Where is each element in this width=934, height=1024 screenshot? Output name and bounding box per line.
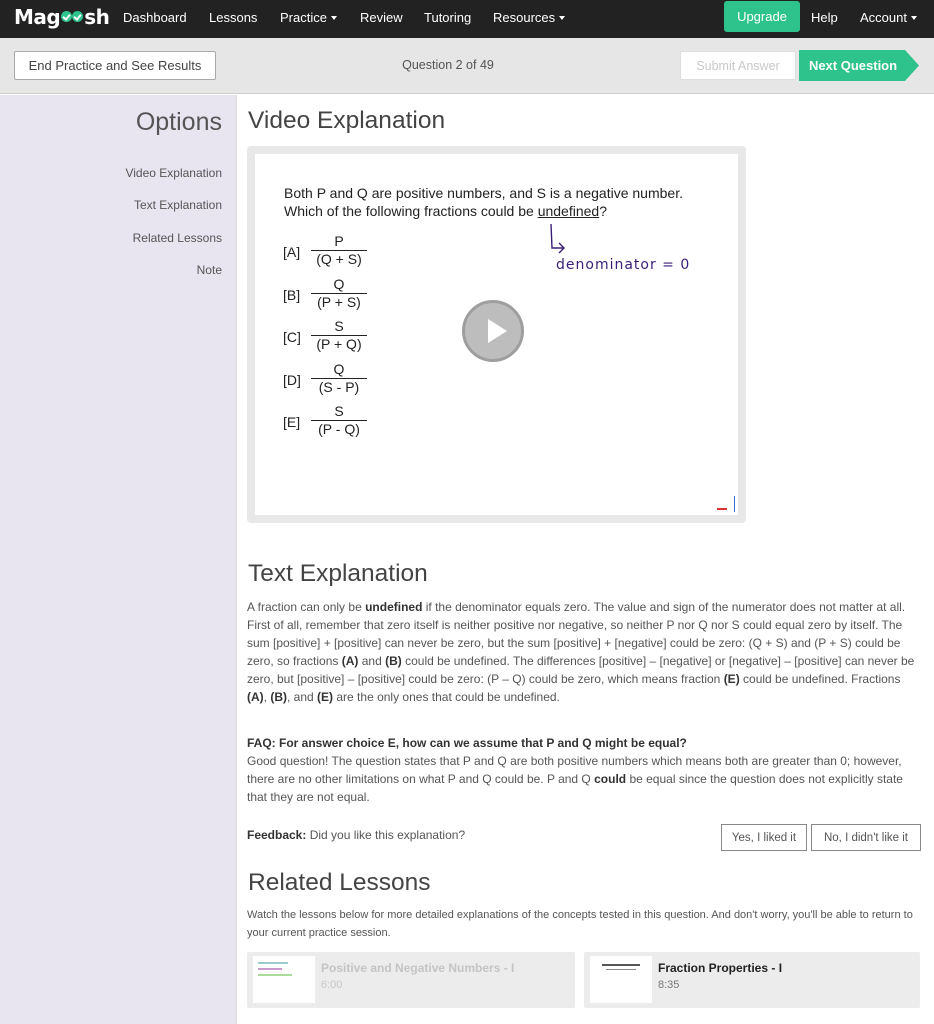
lesson-title: Fraction Properties - I [658, 961, 783, 975]
video-frame [255, 154, 738, 515]
choice-e-fraction: $\frac{S}{(P - Q)}$ [311, 403, 367, 438]
nav-lessons[interactable]: Lessons [209, 10, 258, 25]
related-lessons-intro: Watch the lessons below for more detailed explanations of the concepts tested in this question. And don't worry, you'll be able to return to your current practice session. [247, 909, 913, 939]
feedback-prompt: Feedback: Did you like this explanation? [247, 828, 466, 842]
video-player[interactable] [247, 146, 746, 523]
faq-block [247, 734, 919, 806]
choice-b-label: [B] [283, 287, 301, 303]
nav-practice[interactable]: Practice [280, 10, 337, 25]
red-pen-mark [717, 508, 727, 510]
submit-answer-button[interactable]: Submit Answer [680, 51, 796, 80]
handwritten-arrow-icon [547, 222, 567, 256]
choice-c-label: [C] [283, 329, 301, 345]
video-question-text: Both P and Q are positive numbers, and S is a negative number. Which of the following fractions could be undefined? [284, 185, 683, 219]
lesson-thumbnail [253, 956, 315, 1003]
lesson-duration: 6:00 [321, 979, 343, 991]
next-question-button[interactable] [799, 50, 919, 81]
faq-answer: Good question! The question states that P and Q are both positive numbers which means both are greater than 0; however, there are no other limitations on what P and Q could be. P and Q could be equal since the question does not explicitly state that they are not equal. [247, 754, 903, 804]
nav-tutoring[interactable]: Tutoring [424, 10, 472, 25]
end-practice-button[interactable]: End Practice and See Results [14, 51, 216, 80]
play-icon[interactable] [462, 300, 524, 362]
related-lesson-card[interactable] [584, 952, 920, 1008]
magoosh-logo[interactable] [14, 5, 109, 29]
nav-account[interactable]: Account [860, 10, 917, 25]
main-content [236, 95, 934, 1024]
next-question-label: Next Question [808, 58, 898, 73]
faq-question: FAQ: For answer choice E, how can we assume that P and Q might be equal? [247, 736, 687, 750]
choice-b-fraction: $\frac{Q}{(P + S)}$ [311, 276, 367, 311]
options-sidebar [0, 95, 236, 1024]
related-lessons-heading: Related Lessons [248, 869, 431, 896]
top-navbar [0, 0, 934, 38]
related-lesson-card[interactable] [247, 952, 575, 1008]
chevron-down-icon [559, 16, 565, 20]
chevron-down-icon [911, 16, 917, 20]
chevron-down-icon [331, 16, 337, 20]
lesson-title: Positive and Negative Numbers - I [321, 961, 515, 975]
logo-text-left: Mag [14, 5, 61, 29]
nav-review[interactable]: Review [360, 10, 403, 25]
lesson-duration: 8:35 [658, 979, 680, 991]
feedback-no-button[interactable]: No, I didn't like it [811, 824, 921, 851]
text-explanation-body: A fraction can only be undefined if the denominator equals zero. The value and sign of the numerator does not matter at all. First of all, remember that zero itself is neither positive nor negative, so neither P nor Q nor S could equal zero by itself. The sum [positive] + [positive] can never be zero, but the sum [positive] + [negative] could be zero: (Q + S) and (P + S) could be zero, so fractions (A) and (B) could be undefined. The differences [positive] – [negative] or [negative] – [positive] can never be zero, but [positive] – [positive] could be zero: (P – Q) could be zero, which means fraction (E) could be undefined. Fractions (A), (B), and (E) are the only ones that could be undefined. [247, 600, 915, 704]
choice-e-label: [E] [283, 414, 301, 430]
owl-eyes-icon [61, 10, 83, 24]
choice-a-fraction: $\frac{P}{(Q + S)}$ [311, 233, 367, 268]
feedback-yes-button[interactable]: Yes, I liked it [721, 824, 807, 851]
nav-resources[interactable]: Resources [493, 10, 565, 25]
sidebar-item-related-lessons[interactable]: Related Lessons [132, 231, 222, 245]
sidebar-title: Options [135, 108, 222, 136]
choice-a-label: [A] [283, 244, 301, 260]
choice-d-fraction: $\frac{Q}{(S - P)}$ [311, 361, 367, 396]
video-cursor [734, 496, 735, 512]
upgrade-button[interactable]: Upgrade [724, 1, 800, 32]
nav-help[interactable]: Help [811, 10, 838, 25]
text-explanation-heading: Text Explanation [248, 560, 428, 587]
choice-d-label: [D] [283, 372, 301, 388]
handwritten-note: denominator = 0 [556, 257, 691, 273]
video-explanation-heading: Video Explanation [248, 107, 446, 134]
practice-toolbar [0, 38, 934, 94]
sidebar-item-note[interactable]: Note [196, 263, 222, 277]
nav-dashboard[interactable]: Dashboard [123, 10, 187, 25]
question-counter: Question 2 of 49 [402, 58, 494, 72]
lesson-thumbnail [590, 956, 652, 1003]
sidebar-item-video-explanation[interactable]: Video Explanation [125, 166, 222, 180]
choice-c-fraction: $\frac{S}{(P + Q)}$ [311, 318, 367, 353]
logo-text-right: sh [84, 5, 110, 29]
sidebar-item-text-explanation[interactable]: Text Explanation [133, 198, 222, 212]
